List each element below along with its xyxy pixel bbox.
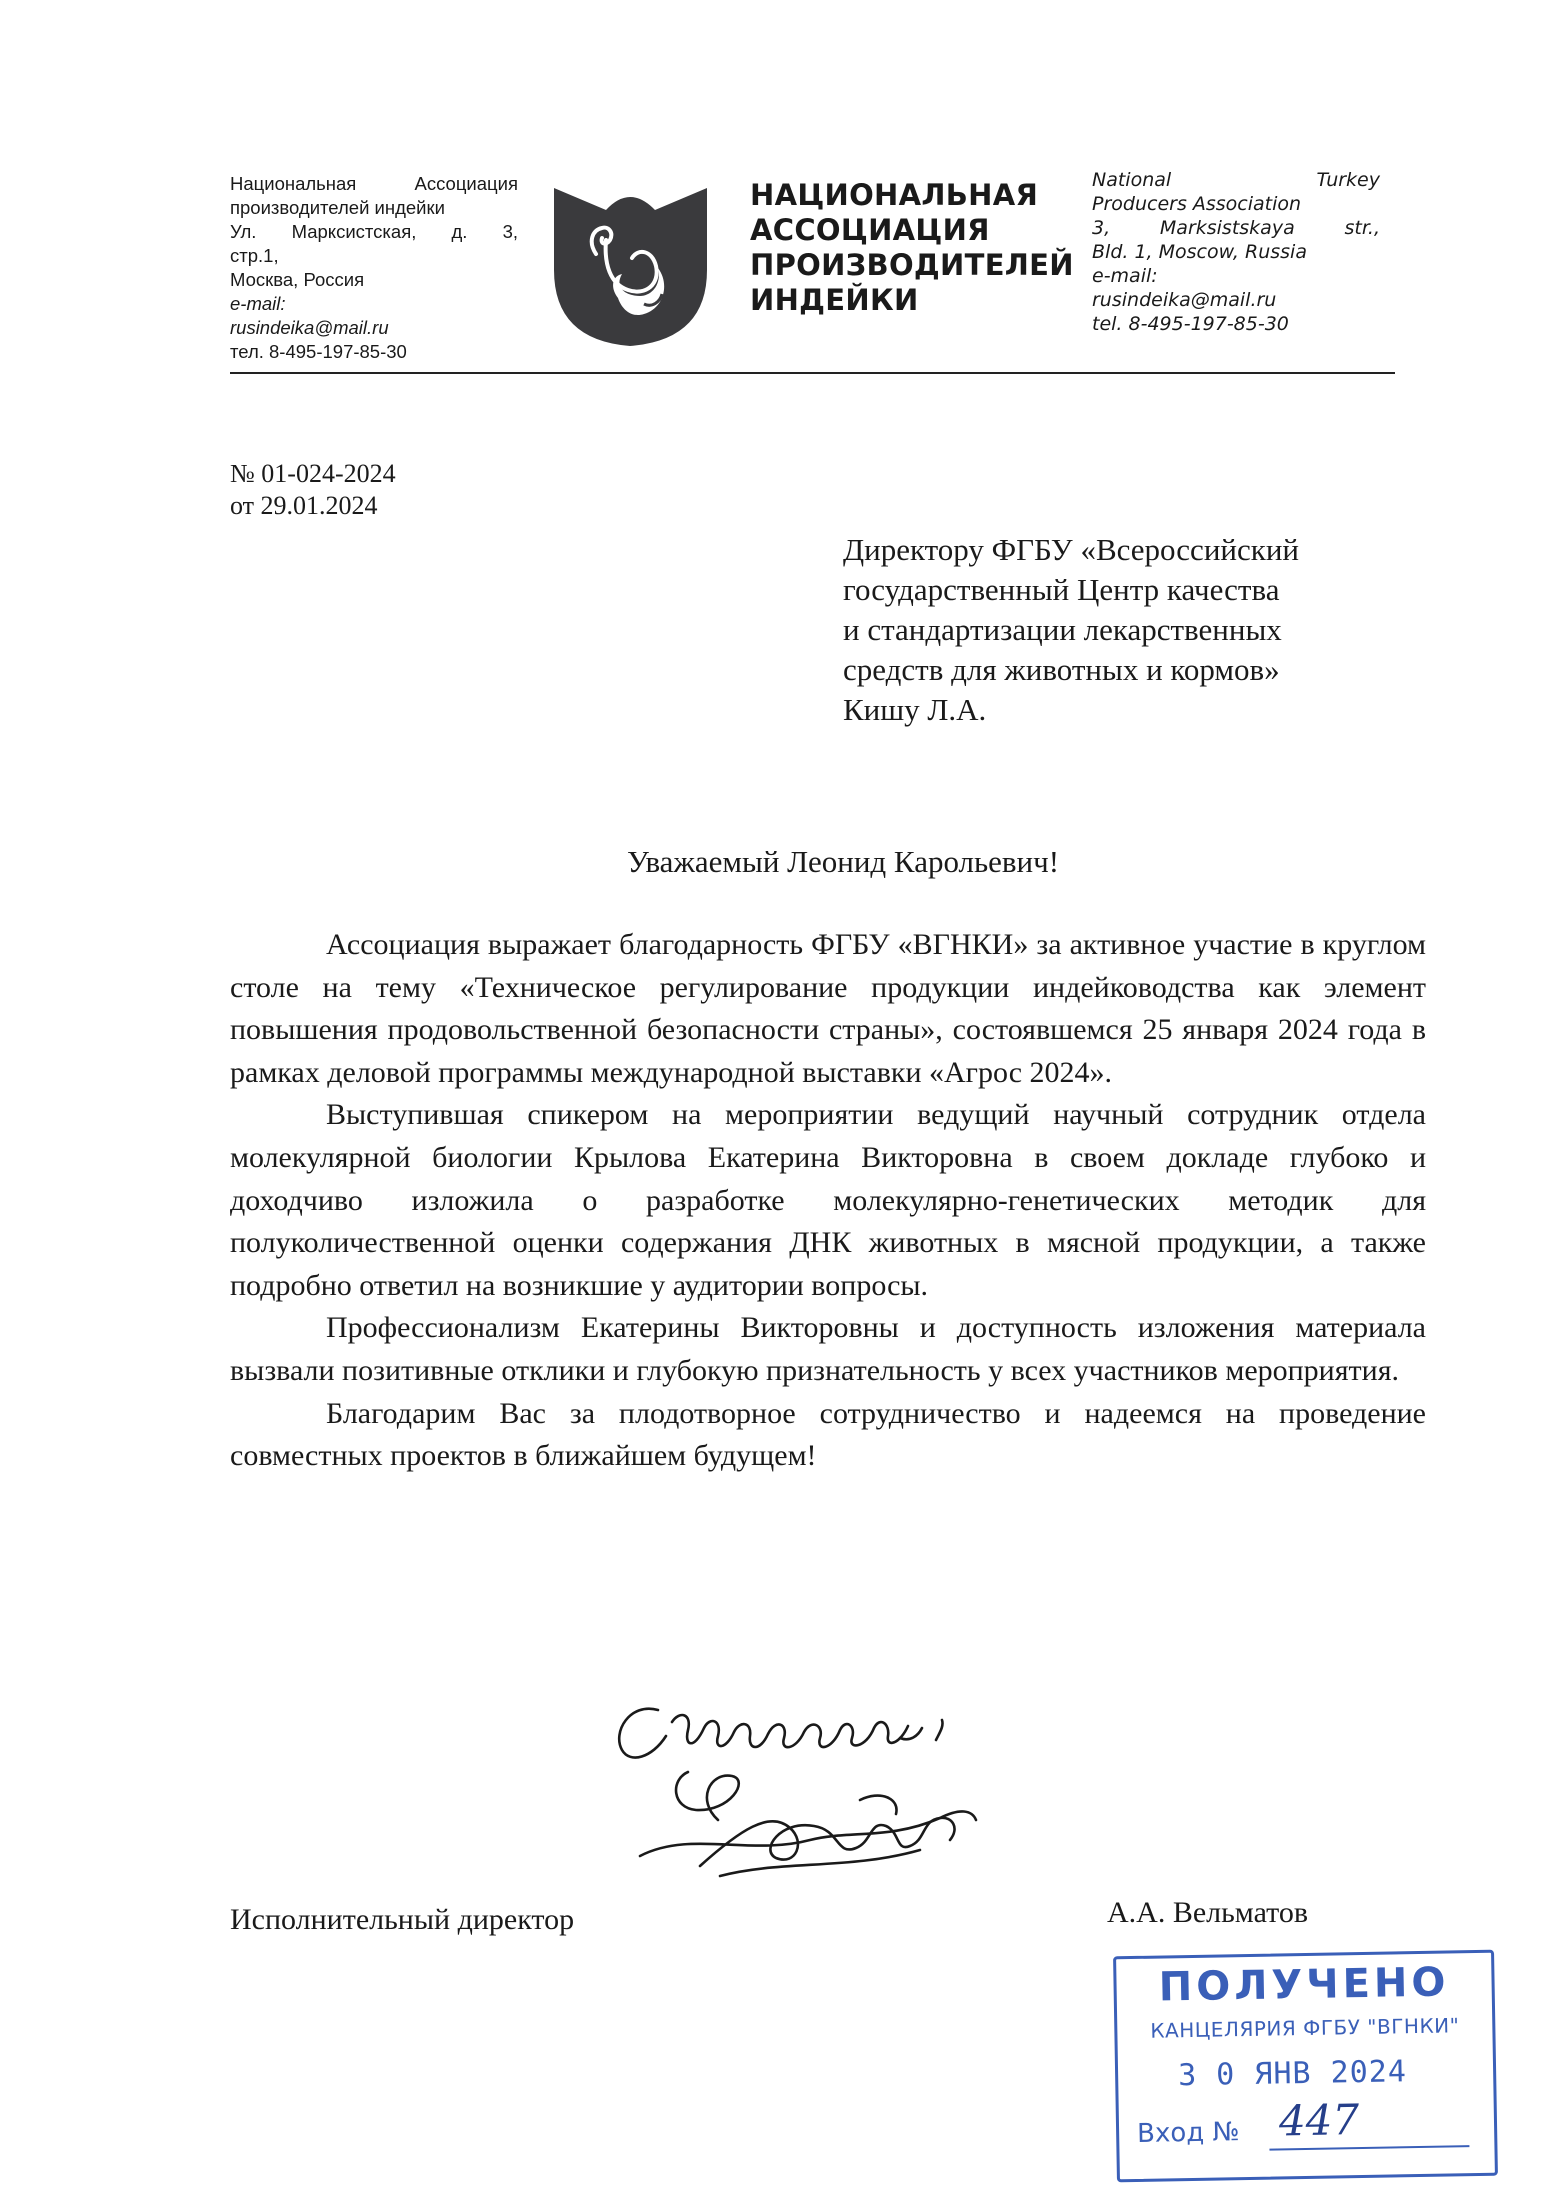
letter-body — [230, 924, 1426, 1478]
addressee-line: Кишу Л.А. — [843, 692, 987, 727]
turkey-logo-icon — [548, 180, 713, 350]
address-word: National — [1092, 169, 1172, 191]
incoming-number-underline — [1269, 2145, 1469, 2150]
addressee-line: средств для животных и кормов» — [843, 652, 1280, 687]
association-logo — [548, 180, 713, 350]
address-line: Москва, Россия — [230, 269, 365, 290]
phone-number: tel. 8-495-197-85-30 — [1092, 313, 1289, 335]
document-reference — [230, 458, 396, 522]
signatory-position: Исполнительный директор — [230, 1903, 575, 1936]
address-word: Марксистская, — [291, 221, 417, 242]
received-stamp — [1113, 1950, 1498, 2183]
signature-icon — [600, 1680, 1040, 1900]
document-number: № 01-024-2024 — [230, 459, 396, 488]
brand-line: АССОЦИАЦИЯ — [750, 213, 990, 247]
address-word: Ассоциация — [414, 173, 518, 194]
incoming-number: 447 — [1278, 2095, 1360, 2146]
address-word: Turkey — [1316, 169, 1380, 191]
address-word: 3, — [502, 221, 518, 242]
header-divider — [230, 372, 1395, 374]
address-line: Bld. 1, Moscow, Russia — [1092, 241, 1307, 263]
brand-line: ИНДЕЙКИ — [750, 283, 919, 317]
address-word: Национальная — [230, 173, 357, 194]
address-word: Marksistskaya — [1159, 217, 1295, 239]
email-label: e-mail: — [230, 293, 286, 314]
addressee-line: государственный Центр качества — [843, 572, 1280, 607]
address-word: Ул. — [230, 221, 257, 242]
addressee-line: и стандартизации лекарственных — [843, 612, 1282, 647]
phone-number: тел. 8-495-197-85-30 — [230, 341, 407, 362]
address-line — [230, 172, 518, 196]
salutation: Уважаемый Леонид Карольевич! — [627, 844, 1060, 879]
addressee-line: Директору ФГБУ «Всероссийский — [843, 532, 1299, 567]
body-paragraph: Благодарим Вас за плодотворное сотрудничество и надеемся на проведение совместных проектов в ближайшем будущем! — [230, 1396, 1426, 1473]
body-paragraph: Выступившая спикером на мероприятии ведущий научный сотрудник отдела молекулярной биологии Крылова Екатерина Викторовна в своем докладе глубоко и доходчиво изложила о разработке молекулярно-генетических методик для полуколичественной оценки содержания ДНК животных в мясной продукции, а также подробно ответил на возникшие у аудитории вопросы. — [230, 1098, 1426, 1302]
header-left-address — [230, 172, 518, 364]
stamp-office: КАНЦЕЛЯРИЯ ФГБУ "ВГНКИ" — [1150, 2013, 1460, 2043]
handwritten-signature — [600, 1680, 1040, 1900]
address-line — [230, 220, 518, 244]
address-line — [1092, 216, 1380, 240]
address-line — [1092, 168, 1380, 192]
email-label: e-mail: — [1092, 265, 1158, 287]
addressee-block — [843, 530, 1299, 730]
address-line: производителей индейки — [230, 197, 445, 218]
address-word: д. — [451, 221, 468, 242]
address-line: стр.1, — [230, 245, 279, 266]
email-address: rusindeika@mail.ru — [230, 317, 389, 338]
header-right-address — [1092, 168, 1380, 336]
email-address: rusindeika@mail.ru — [1092, 289, 1277, 311]
address-line: Producers Association — [1092, 193, 1302, 215]
incoming-label: Вход № — [1136, 2117, 1240, 2149]
stamp-title: ПОЛУЧЕНО — [1158, 1959, 1450, 2011]
address-word: 3, — [1092, 217, 1111, 239]
brand-line: НАЦИОНАЛЬНАЯ — [750, 178, 1039, 212]
signatory-name: А.А. Вельматов — [1107, 1896, 1309, 1929]
brand-line: ПРОИЗВОДИТЕЛЕЙ — [750, 248, 1074, 282]
address-word: str., — [1344, 217, 1380, 239]
association-name — [750, 178, 1074, 318]
document-date: от 29.01.2024 — [230, 491, 378, 520]
body-paragraph: Профессионализм Екатерины Викторовны и доступность изложения материала вызвали позитивные отклики и глубокую признательность у всех участников мероприятия. — [230, 1311, 1426, 1387]
stamp-date: 3 0 ЯНВ 2024 — [1177, 2054, 1408, 2094]
body-paragraph: Ассоциация выражает благодарность ФГБУ «ВГНКИ» за активное участие в круглом столе на тему «Техническое регулирование продукции индейководства как элемент повышения продовольственной безопасности страны», состоявшемся 25 января 2024 года в рамках деловой программы международной выставки «Агрос 2024». — [230, 928, 1426, 1089]
